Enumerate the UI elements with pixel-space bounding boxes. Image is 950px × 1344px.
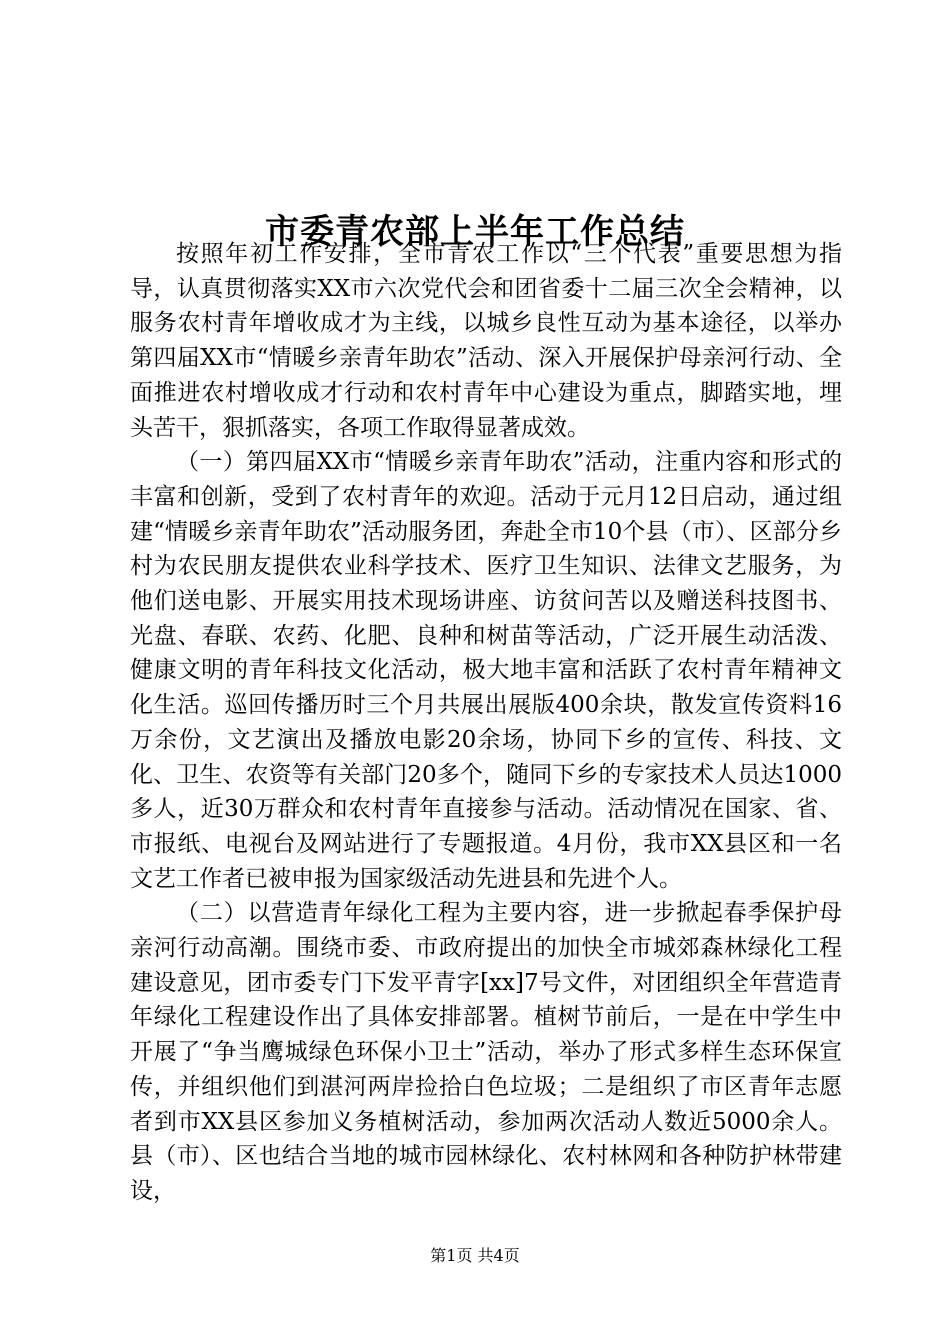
document-body	[130, 237, 842, 1209]
paragraph-section-2: （二）以营造青年绿化工程为主要内容，进一步掀起春季保护母亲河行动高潮。围绕市委、市政府提出的加快全市城郊森林绿化工程建设意见，团市委专门下发平青字[xx]7号文件，对团组织全年营造青年绿化工程建设作出了具体安排部署。植树节前后，一是在中学生中开展了“争当鹰城绿色环保小卫士”活动，举办了形式多样生态环保宣传，并组织他们到湛河两岸捡拾白色垃圾；二是组织了市区青年志愿者到市XX县区参加义务植树活动，参加两次活动人数近5000余人。县（市）、区也结合当地的城市园林绿化、农村林网和各种防护林带建设，	[130, 900, 842, 1204]
page-number-footer: 第1页 共4页	[430, 1246, 520, 1265]
document-title: 市委青农部上半年工作总结	[265, 211, 685, 252]
paragraph-section-1: （一）第四届XX市“情暖乡亲青年助农”活动，注重内容和形式的丰富和创新，受到了农村青年的欢迎。活动于元月12日启动，通过组建“情暖乡亲青年助农”活动服务团，奔赴全市10个县（市）、区部分乡村为农民朋友提供农业科学技术、医疗卫生知识、法律文艺服务，为他们送电影、开展实用技术现场讲座、访贫问苦以及赠送科技图书、光盘、春联、农药、化肥、良种和树苗等活动，广泛开展生动活泼、健康文明的青年科技文化活动，极大地丰富和活跃了农村青年精神文化生活。巡回传播历时三个月共展出展版400余块，散发宣传资料16万余份，文艺演出及播放电影20余场，协同下乡的宣传、科技、文化、卫生、农资等有关部门20多个，随同下乡的专家技术人员达1000多人，近30万群众和农村青年直接参与活动。活动情况在国家、省、市报纸、电视台及网站进行了专题报道。4月份，我市XX县区和一名文艺工作者已被申报为国家级活动先进县和先进个人。	[130, 449, 842, 892]
paragraph-intro: 按照年初工作安排，全市青农工作以“三个代表”重要思想为指导，认真贯彻落实XX市六次党代会和团省委十二届三次全会精神，以服务农村青年增收成才为主线，以城乡良性互动为基本途径，以举办第四届XX市“情暖乡亲青年助农”活动、深入开展保护母亲河行动、全面推进农村增收成才行动和农村青年中心建设为重点，脚踏实地，埋头苦干，狠抓落实，各项工作取得显著成效。	[130, 241, 842, 441]
